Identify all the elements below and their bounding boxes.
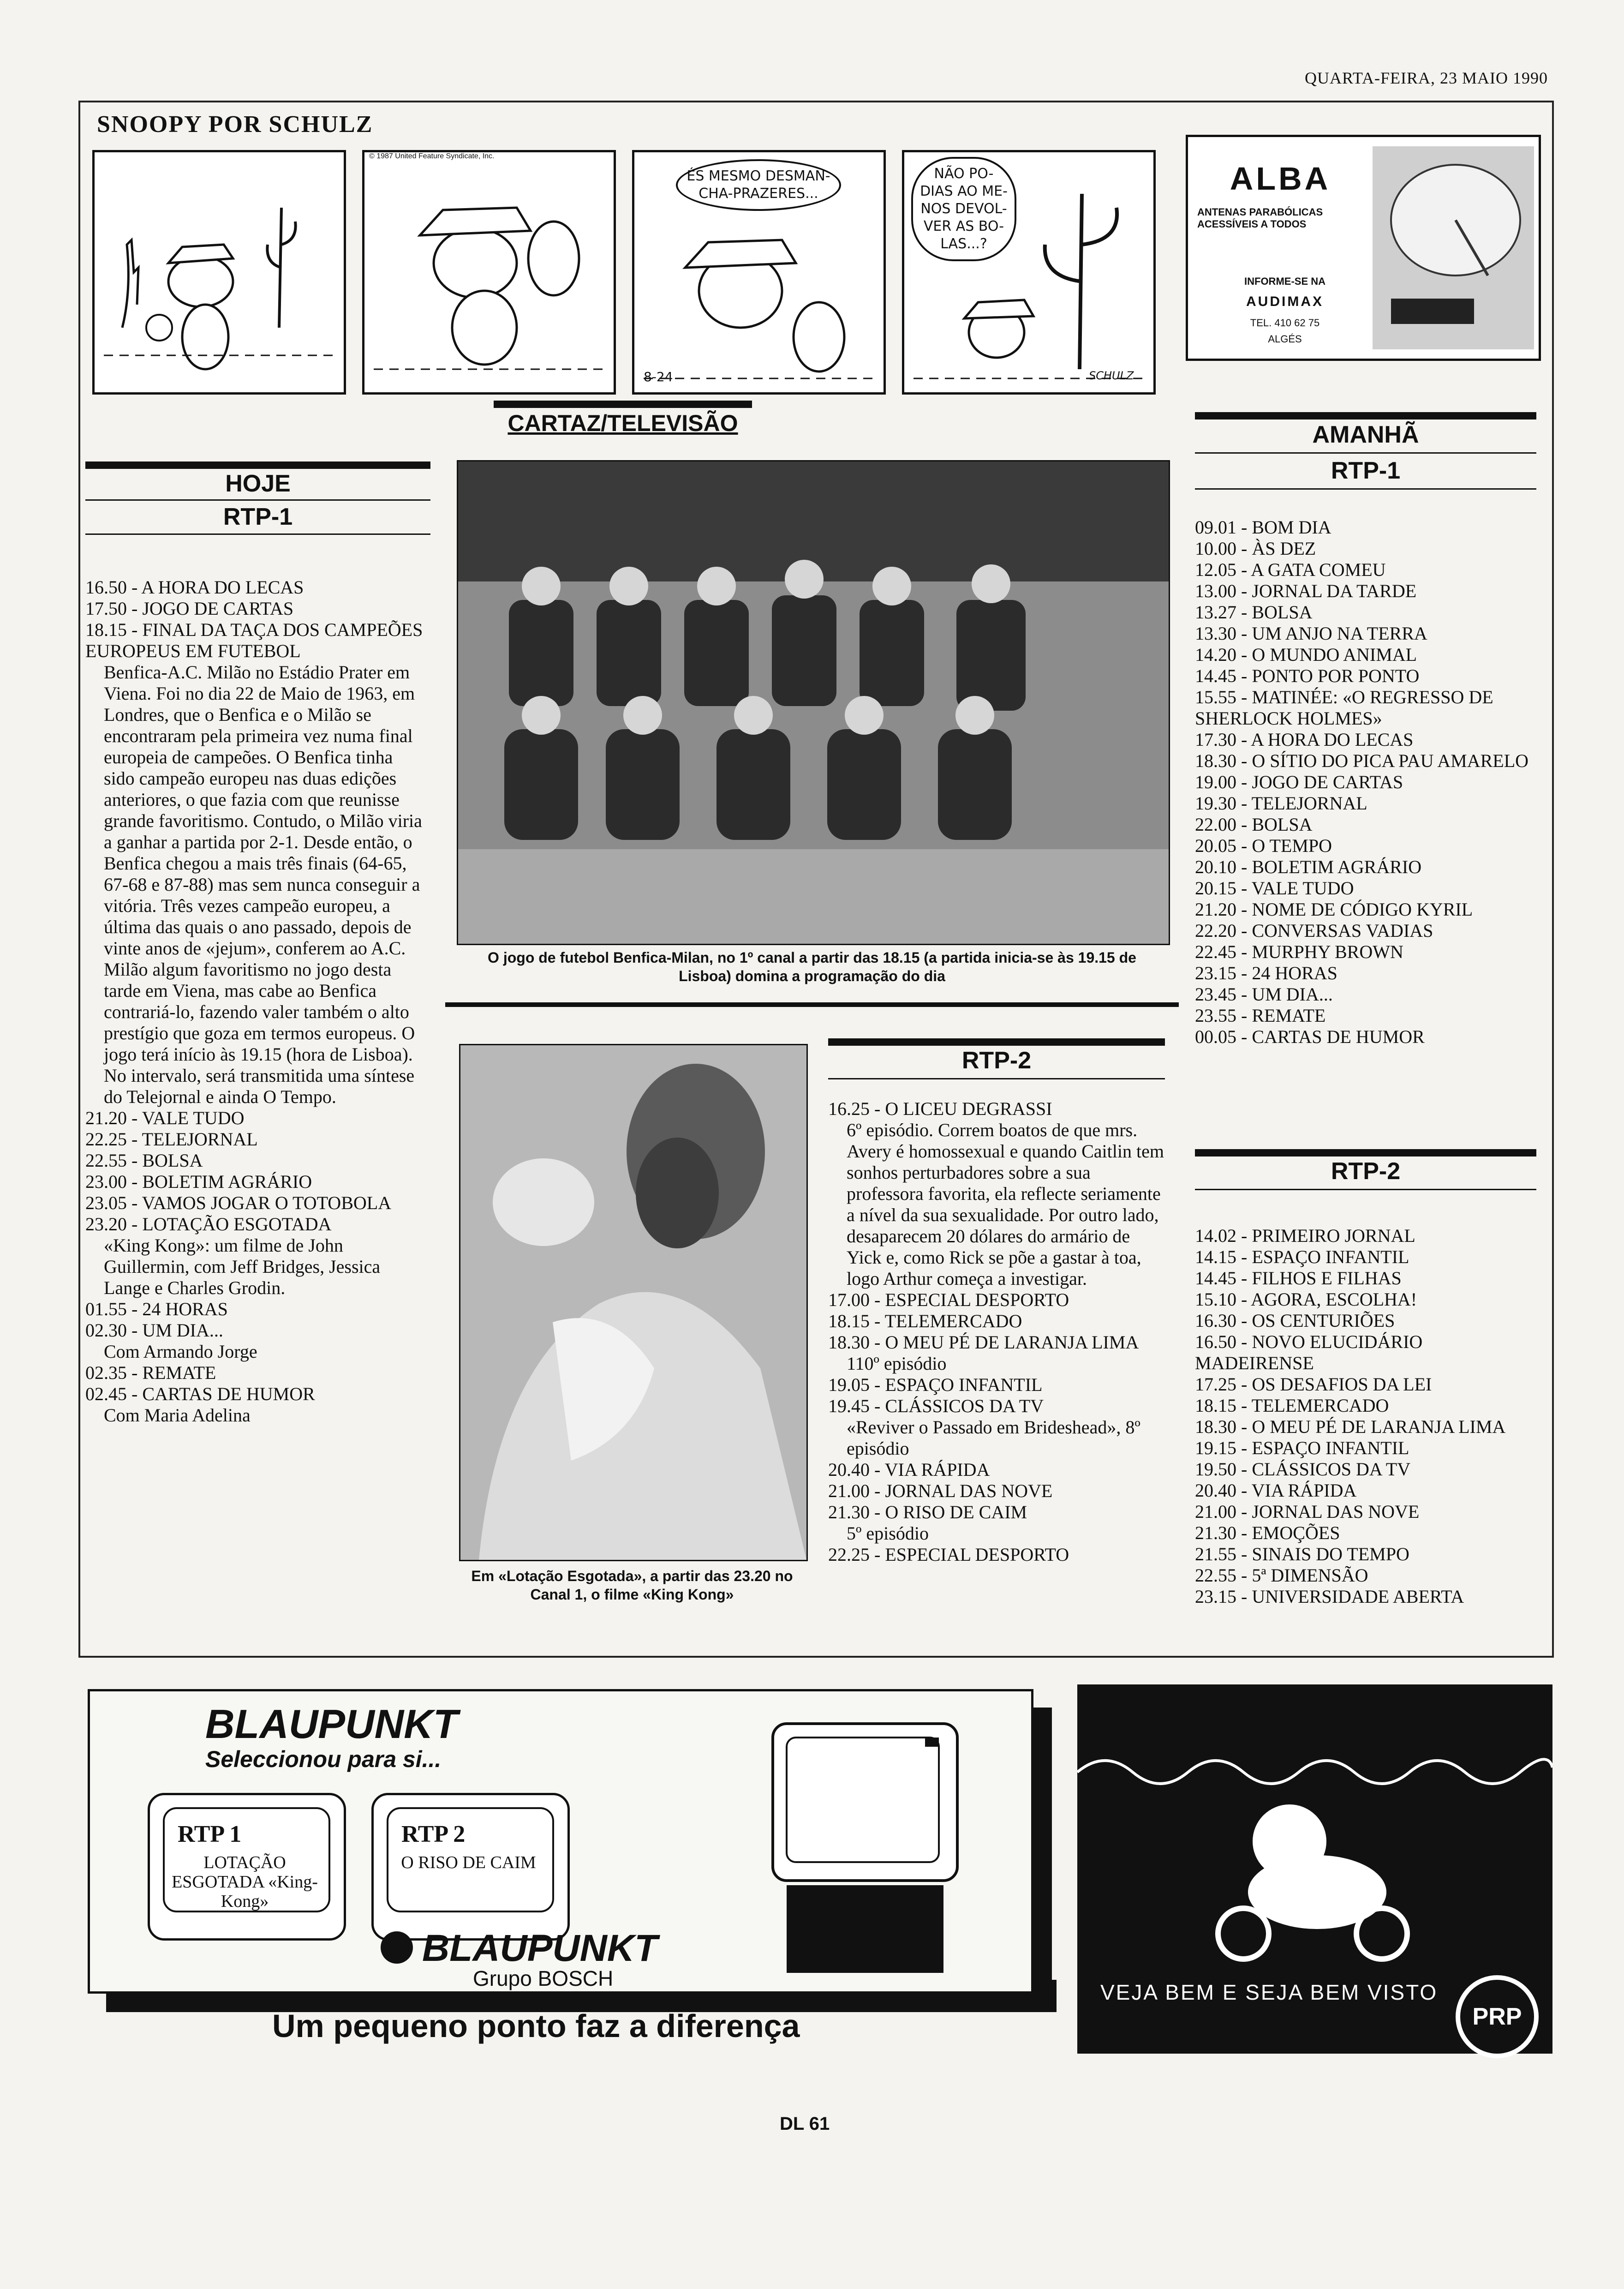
team-photo-drawing: [458, 461, 1169, 944]
schedule-item: 19.05 - ESPAÇO INFANTIL: [828, 1374, 1043, 1395]
amanha-rtp1-channel: RTP-1: [1331, 457, 1401, 484]
schedule-item: 14.20 - O MUNDO ANIMAL: [1195, 644, 1417, 665]
schedule-description: Com Armando Jorge: [104, 1341, 257, 1362]
blaupunkt-group: Grupo BOSCH: [473, 1966, 614, 1990]
schedule-item: 21.55 - SINAIS DO TEMPO: [1195, 1544, 1409, 1564]
comic-panel-2: [362, 150, 616, 395]
schedule-title: EMOÇÕES: [1252, 1522, 1340, 1543]
schedule-item: 21.20 - NOME DE CÓDIGO KYRIL: [1195, 899, 1473, 920]
alba-title: ALBA: [1230, 161, 1331, 197]
schedule-item: 23.45 - UM DIA...: [1195, 984, 1333, 1005]
schedule-item: 18.30 - O SÍTIO DO PICA PAU AMARELO: [1195, 750, 1529, 771]
schedule-title: PRIMEIRO JORNAL: [1252, 1225, 1415, 1246]
schedule-title: O TEMPO: [1252, 835, 1332, 856]
schedule-title: JORNAL DAS NOVE: [885, 1480, 1053, 1501]
tv1-text: LOTAÇÃO ESGOTADA «King-Kong»: [172, 1853, 318, 1911]
rtp2-logo: RTP 2: [401, 1821, 466, 1847]
schedule-time: 19.30: [1195, 793, 1236, 814]
alba-company: AUDIMAX: [1246, 294, 1324, 309]
schedule-time: 23.05: [85, 1192, 127, 1213]
schedule-title: O MEU PÉ DE LARANJA LIMA: [885, 1332, 1139, 1353]
schedule-item: 21.00 - JORNAL DAS NOVE: [828, 1480, 1053, 1501]
comic-panel-1: [92, 150, 346, 395]
schedule-time: 19.50: [1195, 1459, 1236, 1480]
schedule-title: A HORA DO LECAS: [1251, 729, 1414, 750]
schedule-item: 12.05 - A GATA COMEU: [1195, 559, 1386, 580]
schedule-title: VIA RÁPIDA: [1251, 1480, 1357, 1501]
schedule-item: 13.30 - UM ANJO NA TERRA: [1195, 623, 1427, 644]
schedule-time: 14.45: [1195, 1268, 1236, 1288]
schedule-title: A HORA DO LECAS: [141, 577, 304, 598]
schedule-time: 20.15: [1195, 878, 1236, 899]
schedule-title: 24 HORAS: [1252, 963, 1337, 983]
schedule-title: MATINÉE: «O REGRESSO DE SHERLOCK HOLMES»: [1195, 687, 1493, 729]
schedule-title: O MEU PÉ DE LARANJA LIMA: [1252, 1416, 1506, 1437]
schedule-time: 18.30: [1195, 750, 1236, 771]
schedule-item: 13.27 - BOLSA: [1195, 602, 1313, 623]
schedule-title: UM DIA...: [142, 1320, 223, 1341]
king-kong-photo-drawing: [460, 1045, 806, 1560]
schedule-title: ESPAÇO INFANTIL: [1252, 1438, 1409, 1458]
schedule-title: FINAL DA TAÇA DOS CAMPEÕES EUROPEUS EM FUTEBOL: [85, 619, 423, 661]
schedule-title: CONVERSAS VADIAS: [1252, 920, 1433, 941]
amanha-rtp1-schedule: [1195, 517, 1536, 1048]
schedule-title: OS DESAFIOS DA LEI: [1252, 1374, 1432, 1395]
speech-balloon-3: ÉS MESMO DESMAN- CHA-PRAZERES...: [676, 159, 841, 211]
comic-panel-3: [632, 150, 886, 395]
schedule-title: 5ª DIMENSÃO: [1252, 1565, 1368, 1586]
schedule-time: 22.25: [85, 1129, 127, 1150]
schedule-item: 23.55 - REMATE: [1195, 1005, 1326, 1026]
schedule-time: 19.00: [1195, 772, 1236, 792]
schedule-title: ESPECIAL DESPORTO: [885, 1544, 1069, 1565]
schedule-description: Com Maria Adelina: [104, 1405, 251, 1426]
schedule-item: 10.00 - ÀS DEZ: [1195, 538, 1316, 559]
schedule-description: 110º episódio: [847, 1353, 947, 1374]
schedule-item: 21.20 - VALE TUDO: [85, 1108, 245, 1128]
schedule-item: 17.25 - OS DESAFIOS DA LEI: [1195, 1374, 1432, 1395]
blaupunkt-title: BLAUPUNKT: [205, 1701, 458, 1747]
schedule-item: 19.15 - ESPAÇO INFANTIL: [1195, 1438, 1409, 1458]
schedule-title: ESPECIAL DESPORTO: [885, 1289, 1069, 1310]
schedule-title: VAMOS JOGAR O TOTOBOLA: [142, 1192, 392, 1213]
schedule-title: VALE TUDO: [142, 1108, 245, 1128]
schedule-time: 16.25: [828, 1098, 870, 1119]
schedule-time: 23.45: [1195, 984, 1236, 1005]
schedule-item: 19.00 - JOGO DE CARTAS: [1195, 772, 1403, 792]
schedule-item: 02.45 - CARTAS DE HUMOR: [85, 1384, 315, 1404]
schedule-time: 12.05: [1195, 559, 1236, 580]
schedule-item: 21.00 - JORNAL DAS NOVE: [1195, 1501, 1420, 1522]
schedule-item: 17.30 - A HORA DO LECAS: [1195, 729, 1414, 750]
schedule-time: 22.00: [1195, 814, 1236, 835]
hoje-title: HOJE: [225, 470, 291, 497]
schedule-title: TELEJORNAL: [142, 1129, 258, 1150]
schedule-time: 19.15: [1195, 1438, 1236, 1458]
schedule-item: 15.55 - MATINÉE: «O REGRESSO DE SHERLOCK HOLMES»: [1195, 687, 1493, 729]
blaupunkt-advertisement: [88, 1689, 1052, 2044]
schedule-time: 21.00: [1195, 1501, 1236, 1522]
schedule-title: TELEJORNAL: [1251, 793, 1367, 814]
tv-rtp2: [371, 1793, 570, 1941]
schedule-title: PONTO POR PONTO: [1252, 665, 1420, 686]
schedule-time: 22.55: [85, 1150, 127, 1171]
schedule-item: 16.50 - A HORA DO LECAS: [85, 577, 304, 598]
schedule-time: 21.30: [1195, 1522, 1236, 1543]
section-rule: [494, 401, 752, 408]
schedule-title: BOLSA: [1252, 602, 1313, 623]
schedule-time: 02.35: [85, 1362, 127, 1383]
schedule-item: 23.00 - BOLETIM AGRÁRIO: [85, 1171, 312, 1192]
schedule-title: JORNAL DA TARDE: [1252, 581, 1417, 601]
comic-strip: [92, 150, 1172, 392]
schedule-title: ÀS DEZ: [1252, 538, 1316, 559]
schedule-title: SINAIS DO TEMPO: [1252, 1544, 1409, 1564]
schedule-item: 18.30 - O MEU PÉ DE LARANJA LIMA: [1195, 1416, 1506, 1437]
schedule-title: BOLETIM AGRÁRIO: [1252, 857, 1422, 877]
schedule-time: 22.25: [828, 1544, 870, 1565]
schedule-item: 19.30 - TELEJORNAL: [1195, 793, 1367, 814]
schedule-title: UNIVERSIDADE ABERTA: [1252, 1586, 1464, 1607]
rtp2-hoje-schedule: [828, 1098, 1165, 1565]
hoje-divider-2: [85, 533, 430, 535]
schedule-item: 13.00 - JORNAL DA TARDE: [1195, 581, 1417, 601]
prp-slogan: VEJA BEM E SEJA BEM VISTO: [1100, 1980, 1438, 2004]
schedule-time: 23.15: [1195, 963, 1236, 983]
schedule-item: 17.50 - JOGO DE CARTAS: [85, 598, 294, 619]
schedule-time: 14.45: [1195, 665, 1236, 686]
speech-balloon-4: NÃO PO- DIAS AO ME- NOS DEVOL- VER AS BO- LAS...?: [911, 157, 1016, 261]
schedule-item: 20.15 - VALE TUDO: [1195, 878, 1354, 899]
blaupunkt-subtitle: Seleccionou para si...: [205, 1746, 442, 1772]
schedule-time: 22.55: [1195, 1565, 1236, 1586]
schedule-title: BOLSA: [142, 1150, 203, 1171]
schedule-time: 10.00: [1195, 538, 1236, 559]
schedule-title: O LICEU DEGRASSI: [885, 1098, 1052, 1119]
page-date: QUARTA-FEIRA, 23 MAIO 1990: [1305, 69, 1548, 87]
schedule-title: FILHOS E FILHAS: [1252, 1268, 1402, 1288]
schedule-time: 02.45: [85, 1384, 127, 1404]
schedule-item: 18.15 - TELEMERCADO: [828, 1311, 1022, 1331]
amanha-rtp2-divider: [1195, 1189, 1536, 1190]
schedule-time: 23.15: [1195, 1586, 1236, 1607]
schedule-time: 17.50: [85, 598, 127, 619]
schedule-item: 14.15 - ESPAÇO INFANTIL: [1195, 1246, 1409, 1267]
blaupunkt-brand: BLAUPUNKT: [422, 1927, 658, 1969]
schedule-time: 21.20: [1195, 899, 1236, 920]
schedule-time: 02.30: [85, 1320, 127, 1341]
schedule-item: 14.45 - FILHOS E FILHAS: [1195, 1268, 1402, 1288]
schedule-title: CLÁSSICOS DA TV: [1252, 1459, 1411, 1480]
hoje-rule: [85, 461, 430, 469]
hoje-schedule: [85, 577, 427, 1426]
schedule-title: NOME DE CÓDIGO KYRIL: [1252, 899, 1473, 920]
schedule-time: 18.15: [1195, 1395, 1236, 1416]
blaupunkt-dot-logo: [381, 1931, 413, 1964]
schedule-item: 02.35 - REMATE: [85, 1362, 216, 1383]
tv-rtp1: [148, 1793, 346, 1941]
tv2-text: O RISO DE CAIM: [401, 1853, 536, 1872]
schedule-title: CLÁSSICOS DA TV: [885, 1396, 1044, 1416]
comic-title: SNOOPY POR SCHULZ: [97, 111, 373, 138]
schedule-item: 22.55 - BOLSA: [85, 1150, 203, 1171]
schedule-description: 5º episódio: [847, 1523, 929, 1544]
amanha-title: AMANHÃ: [1312, 421, 1419, 448]
schedule-time: 09.01: [1195, 517, 1236, 538]
schedule-time: 17.25: [1195, 1374, 1236, 1395]
schedule-item: 22.20 - CONVERSAS VADIAS: [1195, 920, 1433, 941]
schedule-time: 22.45: [1195, 941, 1236, 962]
comic-copyright: © 1987 United Feature Syndicate, Inc.: [369, 152, 495, 160]
schedule-title: ESPAÇO INFANTIL: [885, 1374, 1043, 1395]
schedule-item: 21.30 - O RISO DE CAIM: [828, 1502, 1027, 1522]
hoje-divider: [85, 499, 430, 501]
schedule-title: JOGO DE CARTAS: [1252, 772, 1403, 792]
schedule-item: 19.45 - CLÁSSICOS DA TV: [828, 1396, 1044, 1416]
schedule-time: 16.50: [1195, 1331, 1236, 1352]
alba-phone: TEL. 410 62 75: [1250, 317, 1320, 329]
rtp2-hoje-divider: [828, 1078, 1165, 1079]
prp-advertisement: [1077, 1684, 1552, 2054]
schedule-item: 22.45 - MURPHY BROWN: [1195, 941, 1403, 962]
rtp1-logo: RTP 1: [178, 1821, 242, 1847]
alba-advertisement: [1186, 135, 1541, 361]
schedule-time: 23.55: [1195, 1005, 1236, 1026]
rtp2-hoje-rule: [828, 1038, 1165, 1046]
section-title: CARTAZ/TELEVISÃO: [508, 410, 738, 436]
photo1-caption: O jogo de futebol Benfica-Milan, no 1º canal a partir das 18.15 (a partida inicia-se às 19.15 de Lisboa) domina a programação do dia: [488, 949, 1136, 984]
alba-subtitle: ANTENAS PARABÓLICAS ACESSÍVEIS A TODOS: [1197, 206, 1323, 230]
schedule-time: 16.50: [85, 577, 127, 598]
schedule-item: 20.40 - VIA RÁPIDA: [1195, 1480, 1357, 1501]
schedule-title: AGORA, ESCOLHA!: [1251, 1289, 1417, 1310]
amanha-rule: [1195, 412, 1536, 419]
schedule-time: 15.55: [1195, 687, 1236, 707]
schedule-item: 18.30 - O MEU PÉ DE LARANJA LIMA: [828, 1332, 1139, 1353]
schedule-title: O MUNDO ANIMAL: [1252, 644, 1417, 665]
schedule-item: 21.30 - EMOÇÕES: [1195, 1522, 1340, 1543]
schedule-time: 18.15: [828, 1311, 870, 1331]
schedule-time: 13.27: [1195, 602, 1236, 623]
schedule-item: 14.45 - PONTO POR PONTO: [1195, 665, 1420, 686]
schedule-item: 22.00 - BOLSA: [1195, 814, 1313, 835]
schedule-title: REMATE: [1252, 1005, 1326, 1026]
benfica-team-photo: [457, 460, 1170, 945]
schedule-time: 19.45: [828, 1396, 870, 1416]
satellite-dish-image: [1373, 146, 1534, 349]
rtp2-hoje-channel: RTP-2: [961, 1047, 1032, 1074]
alba-info: INFORME-SE NA: [1244, 276, 1325, 287]
schedule-title: VALE TUDO: [1251, 878, 1354, 899]
schedule-time: 17.00: [828, 1289, 870, 1310]
alba-place: ALGÉS: [1268, 333, 1302, 345]
schedule-item: 14.02 - PRIMEIRO JORNAL: [1195, 1225, 1415, 1246]
schedule-time: 15.10: [1195, 1289, 1236, 1310]
schedule-time: 14.02: [1195, 1225, 1236, 1246]
schedule-item: 19.50 - CLÁSSICOS DA TV: [1195, 1459, 1411, 1480]
schedule-item: 15.10 - AGORA, ESCOLHA!: [1195, 1289, 1417, 1310]
schedule-time: 21.30: [828, 1502, 870, 1522]
schedule-time: 20.10: [1195, 857, 1236, 877]
schedule-title: TELEMERCADO: [884, 1311, 1022, 1331]
motorcycle-rider-drawing: [1077, 1712, 1552, 1971]
schedule-time: 13.30: [1195, 623, 1236, 644]
king-kong-photo: [459, 1044, 808, 1561]
schedule-time: 01.55: [85, 1299, 127, 1319]
schedule-item: 23.05 - VAMOS JOGAR O TOTOBOLA: [85, 1192, 392, 1213]
schedule-title: VIA RÁPIDA: [884, 1459, 990, 1480]
snoopy-desert-drawing-1: [95, 152, 344, 392]
schedule-item: 02.30 - UM DIA...: [85, 1320, 223, 1341]
schedule-item: 22.25 - TELEJORNAL: [85, 1129, 258, 1150]
schedule-title: 24 HORAS: [142, 1299, 228, 1319]
schedule-time: 16.30: [1195, 1310, 1236, 1331]
schedule-item: 18.15 - TELEMERCADO: [1195, 1395, 1389, 1416]
prp-logo: PRP: [1456, 1975, 1539, 2058]
schedule-time: 19.05: [828, 1374, 870, 1395]
schedule-item: 17.00 - ESPECIAL DESPORTO: [828, 1289, 1069, 1310]
schedule-title: A GATA COMEU: [1251, 559, 1386, 580]
schedule-time: 22.20: [1195, 920, 1236, 941]
schedule-item: 23.15 - UNIVERSIDADE ABERTA: [1195, 1586, 1464, 1607]
hoje-channel: RTP-1: [223, 503, 293, 530]
photo2-caption: Em «Lotação Esgotada», a partir das 23.20 no Canal 1, o filme «King Kong»: [471, 1568, 793, 1603]
amanha-rtp2-rule: [1195, 1149, 1536, 1156]
schedule-title: ESPAÇO INFANTIL: [1252, 1246, 1409, 1267]
schedule-item: 16.50 - NOVO ELUCIDÁRIO MADEIRENSE: [1195, 1331, 1423, 1373]
schedule-title: UM DIA...: [1252, 984, 1333, 1005]
schedule-title: TELEMERCADO: [1251, 1395, 1389, 1416]
schedule-item: 01.55 - 24 HORAS: [85, 1299, 228, 1319]
schedule-time: 21.55: [1195, 1544, 1236, 1564]
blaupunkt-slogan: Um pequeno ponto faz a diferença: [272, 2008, 800, 2044]
schedule-time: 13.00: [1195, 581, 1236, 601]
comic-date-mark: 8-24: [644, 369, 673, 384]
schedule-title: NOVO ELUCIDÁRIO MADEIRENSE: [1195, 1331, 1423, 1373]
schedule-title: BOLSA: [1252, 814, 1313, 835]
schedule-time: 20.05: [1195, 835, 1236, 856]
schedule-item: 22.55 - 5ª DIMENSÃO: [1195, 1565, 1368, 1586]
schedule-item: 22.25 - ESPECIAL DESPORTO: [828, 1544, 1069, 1565]
schedule-title: LOTAÇÃO ESGOTADA: [142, 1214, 332, 1234]
schedule-time: 17.30: [1195, 729, 1236, 750]
schedule-item: 00.05 - CARTAS DE HUMOR: [1195, 1026, 1425, 1047]
schedule-description: «King Kong»: um filme de John Guillermin, com Jeff Bridges, Jessica Lange e Charles Grodin.: [104, 1235, 381, 1298]
schedule-description: «Reviver o Passado em Brideshead», 8º episódio: [847, 1417, 1140, 1459]
schedule-time: 18.15: [85, 619, 127, 640]
schedule-title: CARTAS DE HUMOR: [1252, 1026, 1425, 1047]
amanha-divider: [1195, 452, 1536, 454]
schedule-time: 18.30: [1195, 1416, 1236, 1437]
schedule-time: 18.30: [828, 1332, 870, 1353]
schedule-title: CARTAS DE HUMOR: [142, 1384, 315, 1404]
schedule-title: O RISO DE CAIM: [885, 1502, 1027, 1522]
schedule-title: BOLETIM AGRÁRIO: [142, 1171, 312, 1192]
schedule-description: Benfica-A.C. Milão no Estádio Prater em Viena. Foi no dia 22 de Maio de 1963, em Londres, que o Benfica e o Milão se encontraram pela primeira vez numa final europeia de campeões. O Benfica tinha sido campeão europeu nas duas edições anteriores, o que fazia com que reunisse grande favoritismo. Contudo, o Milão viria a ganhar a partida por 2-1. Desde então, o Benfica chegou a mais três finais (64-65, 67-68 e 87-88) mas sem nunca conseguir a vitória. Três vezes campeão europeu, a última das quais o ano passado, depois de vinte anos de «jejum», conferem ao A.C. Milão algum favoritismo no jogo desta tarde em Viena, mas cabe ao Benfica contrariá-lo, fazendo valer também o alto prestígio que goza em termos europeus. O jogo terá início às 19.15 (hora de Lisboa). No intervalo, será transmitida uma síntese do Telejornal e ainda O Tempo.: [104, 662, 422, 1107]
schedule-time: 14.20: [1195, 644, 1236, 665]
schedule-item: 16.30 - OS CENTURIÕES: [1195, 1310, 1395, 1331]
schedule-time: 00.05: [1195, 1026, 1236, 1047]
schedule-time: 20.40: [828, 1459, 870, 1480]
amanha-rtp2-schedule: [1195, 1225, 1536, 1607]
amanha-rtp2-channel: RTP-2: [1331, 1158, 1401, 1185]
schedule-item: 18.15 - FINAL DA TAÇA DOS CAMPEÕES EUROPEUS EM FUTEBOL: [85, 619, 423, 661]
schedule-time: 21.00: [828, 1480, 870, 1501]
schedule-title: OS CENTURIÕES: [1252, 1310, 1395, 1331]
schedule-item: 23.15 - 24 HORAS: [1195, 963, 1337, 983]
schedule-item: 20.40 - VIA RÁPIDA: [828, 1459, 990, 1480]
blaupunkt-tv-image: [768, 1719, 962, 1977]
schedule-title: REMATE: [142, 1362, 216, 1383]
page-footer-mark: DL 61: [780, 2114, 830, 2134]
comic-panel-4: [902, 150, 1156, 395]
schedule-title: MURPHY BROWN: [1252, 941, 1403, 962]
schedule-time: 21.20: [85, 1108, 127, 1128]
ad-box: [88, 1689, 1033, 1994]
schedule-time: 23.20: [85, 1214, 127, 1234]
schedule-item: 16.25 - O LICEU DEGRASSI: [828, 1098, 1052, 1119]
schedule-title: JOGO DE CARTAS: [142, 598, 294, 619]
schedule-title: JORNAL DAS NOVE: [1252, 1501, 1420, 1522]
schedule-title: UM ANJO NA TERRA: [1252, 623, 1427, 644]
schedule-time: 14.15: [1195, 1246, 1236, 1267]
amanha-divider-2: [1195, 488, 1536, 490]
schedule-title: O SÍTIO DO PICA PAU AMARELO: [1252, 750, 1529, 771]
schedule-time: 23.00: [85, 1171, 127, 1192]
comic-signature: SCHULZ: [1089, 369, 1134, 382]
schedule-description: 6º episódio. Correm boatos de que mrs. Avery é homossexual e quando Caitlin tem sonhos perturbadores sobre a sua professora favorita, ela reflecte seriamente a nível da sua sexualidade. Por outro lado, desaparecem 20 dólares do armário de Yick e, como Rick se põe a gastar à toa, logo Arthur começa a investigar.: [847, 1120, 1164, 1289]
snoopy-desert-drawing-2: [364, 152, 614, 392]
schedule-item: 20.05 - O TEMPO: [1195, 835, 1332, 856]
schedule-item: 23.20 - LOTAÇÃO ESGOTADA: [85, 1214, 332, 1234]
schedule-title: BOM DIA: [1252, 517, 1331, 538]
schedule-item: 09.01 - BOM DIA: [1195, 517, 1331, 538]
schedule-item: 20.10 - BOLETIM AGRÁRIO: [1195, 857, 1422, 877]
photo1-bottom-rule: [445, 1002, 1179, 1007]
schedule-time: 20.40: [1195, 1480, 1236, 1501]
